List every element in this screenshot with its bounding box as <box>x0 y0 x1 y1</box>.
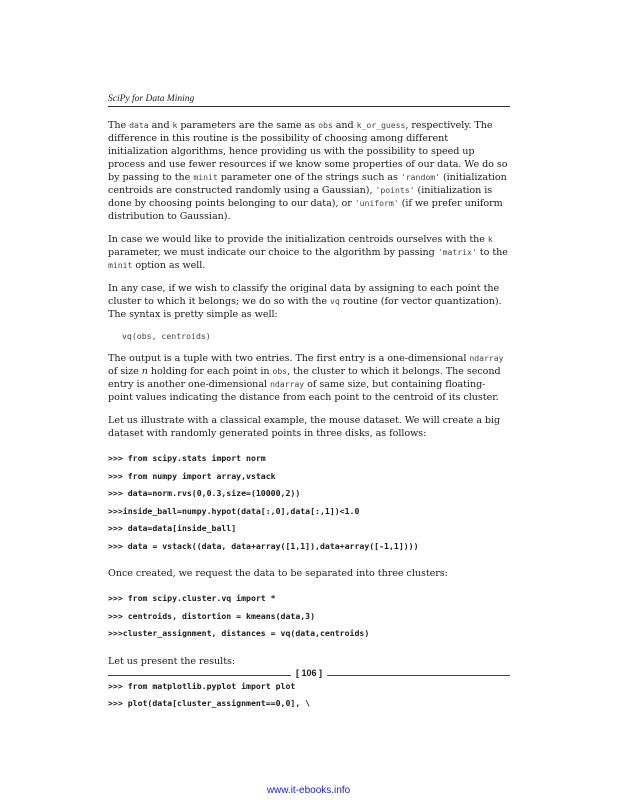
code-line: >>> from matplotlib.pyplot import plot <box>108 680 296 691</box>
code-line: >>> data = vstack((data, data+array([1,1]),data+array([-1,1]))) <box>108 540 419 551</box>
paragraph-minit: The data and k parameters are the same as obs and k_or_guess, respectively. The difference in this routine is the possibility of choosing among different initialization algorithms, hence providing us with the possibility to speed up process and use fewer resources if we know some properties of our data. We do so by passing to the minit parameter one of the strings such as 'random' (initialization centroids are constructed randomly using a Gaussian), 'points' (initialization is done by choosing points belonging to our data), or 'uniform' (if we prefer uniform distribution to Gaussian). <box>108 120 508 222</box>
page-number: [ 106 ] <box>295 668 322 678</box>
page-content <box>108 94 510 725</box>
footer-rule-left <box>108 675 291 676</box>
paragraph-matrix: In case we would like to provide the initialization centroids ourselves with the k parameter, we must indicate our choice to the algorithm by passing 'matrix' to the minit option as well. <box>108 234 508 271</box>
code-line: >>> from numpy import array,vstack <box>108 470 276 481</box>
paragraph-output: The output is a tuple with two entries. The first entry is a one-dimensional ndarray of size n holding for each point in obs, the cluster to which it belongs. The second entry is another one-dimensional ndarray of same size, but containing floating-point values indicating the distance from each point to the centroid of its cluster. <box>108 353 504 403</box>
code-line: >>> centroids, distortion = kmeans(data,3) <box>108 610 316 621</box>
paragraph-results: Let us present the results: <box>108 655 236 667</box>
paragraph-mouse-dataset: Let us illustrate with a classical example, the mouse dataset. We will create a big dataset with randomly generated points in three disks, as follows: <box>108 415 501 439</box>
paragraph-vq: In any case, if we wish to classify the original data by assigning to each point the cluster to which it belongs; we do so with the vq routine (for vector quantization). The syntax is pretty simple as well: <box>108 283 502 320</box>
vq-syntax: vq(obs, centroids) <box>122 331 211 341</box>
code-block-dataset <box>108 450 510 555</box>
code-line: >>> plot(data[cluster_assignment==0,0], \ <box>108 698 311 708</box>
code-line: >>> from scipy.cluster.vq import * <box>108 593 276 603</box>
code-line: >>>inside_ball=numpy.hypot(data[:,0],data[:,1])<1.0 <box>108 505 360 516</box>
page-footer <box>108 668 510 684</box>
code-block-kmeans <box>108 590 510 643</box>
code-line: >>> from scipy.stats import norm <box>108 453 266 463</box>
code-line: >>> data=norm.rvs(0,0.3,size=(10000,2)) <box>108 488 301 498</box>
paragraph-clusters: Once created, we request the data to be separated into three clusters: <box>108 568 448 579</box>
watermark-link[interactable]: www.it-ebooks.info <box>266 785 351 796</box>
footer-rule-right <box>327 675 510 676</box>
running-header: SciPy for Data Mining <box>108 94 510 107</box>
code-line: >>>cluster_assignment, distances = vq(data,centroids) <box>108 628 370 638</box>
code-line: >>> data=data[inside_ball] <box>108 523 237 533</box>
